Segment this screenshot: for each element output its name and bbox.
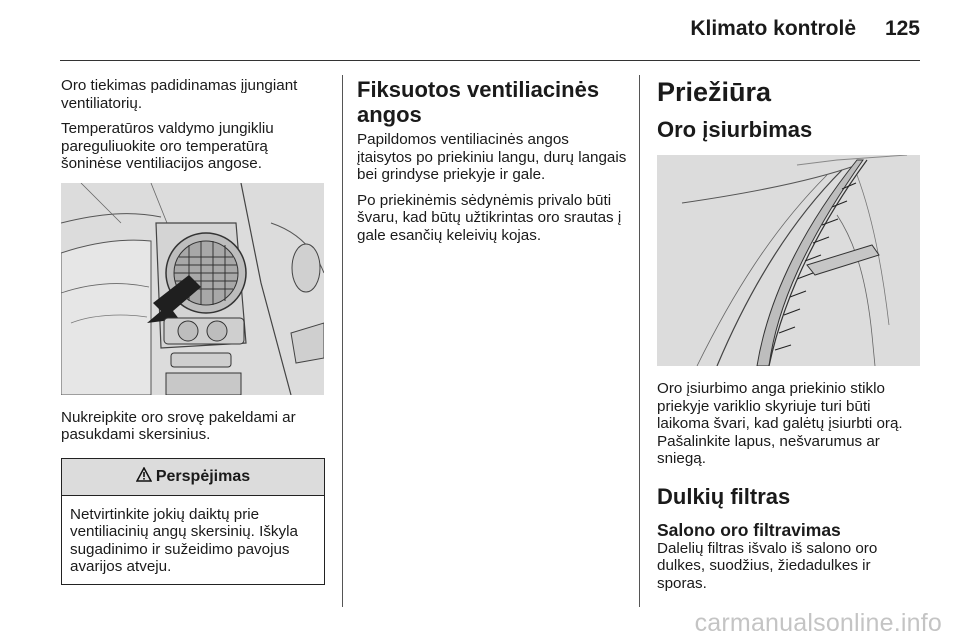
warning-title: Perspėjimas — [155, 467, 251, 485]
header-rule — [60, 60, 920, 61]
column-3 — [657, 77, 922, 600]
warning-header — [62, 459, 324, 496]
paragraph-under-seats: Po priekinėmis sėdynėmis privalo būti švaru, kad būtų užtikrintas oro srautas į gale esančių keleivių kojas. — [357, 191, 622, 244]
paragraph-temperature: Temperatūros valdymo jungikliu pareguliuokite oro temperatūrą šoninėse ventiliacijos angose. — [61, 120, 274, 172]
page-header — [0, 0, 960, 64]
warning-text: Netvirtinkite jokių daiktų prie ventiliacinių angų skersinių. Iškyla sugadinimo ir sužeidimo pavojus avarijos atveju. — [70, 505, 298, 575]
paragraph-additional-vents: Papildomos ventiliacinės angos įtaisytos po priekiniu langu, durų langais bei grindyse priekyje ir gale. — [357, 131, 627, 183]
watermark: carmanualsonline.info — [694, 609, 942, 637]
section-heading-fixed-vents: Fiksuotos ventiliacinės angos — [357, 77, 600, 127]
column-2 — [357, 77, 627, 252]
column-1 — [61, 77, 325, 585]
air-intake-illustration — [657, 155, 920, 366]
warning-box — [61, 458, 325, 585]
column-divider-2 — [639, 75, 640, 607]
paragraph-particle-filter: Dalelių filtras išvalo iš salono oro dulkes, suodžius, žiedadulkes ir sporas. — [657, 539, 878, 592]
heading-dust-filter: Dulkių filtras — [657, 483, 791, 509]
column-divider-1 — [342, 75, 343, 607]
chapter-title: Klimato kontrolė — [690, 17, 856, 40]
heading-cabin-filtration: Salono oro filtravimas — [657, 519, 841, 540]
section-heading-maintenance: Priežiūra — [657, 77, 772, 107]
subheading-air-intake: Oro įsiurbimas — [657, 117, 813, 142]
paragraph-fan: Oro tiekimas padidinamas įjungiant ventiliatorių. — [61, 77, 298, 112]
side-vent-illustration — [61, 183, 324, 395]
paragraph-air-intake: Oro įsiurbimo anga priekinio stiklo priekyje variklio skyriuje turi būti laikoma švari, kad galėtų įsiurbti orą. Pašalinkite lapus, nešvarumus ar sniegą. — [657, 380, 903, 467]
figure-caption: Nukreipkite oro srovę pakeldami ar pasukdami skersinius. — [61, 408, 296, 443]
warning-triangle-icon — [136, 467, 152, 487]
page-number: 125 — [884, 17, 920, 40]
